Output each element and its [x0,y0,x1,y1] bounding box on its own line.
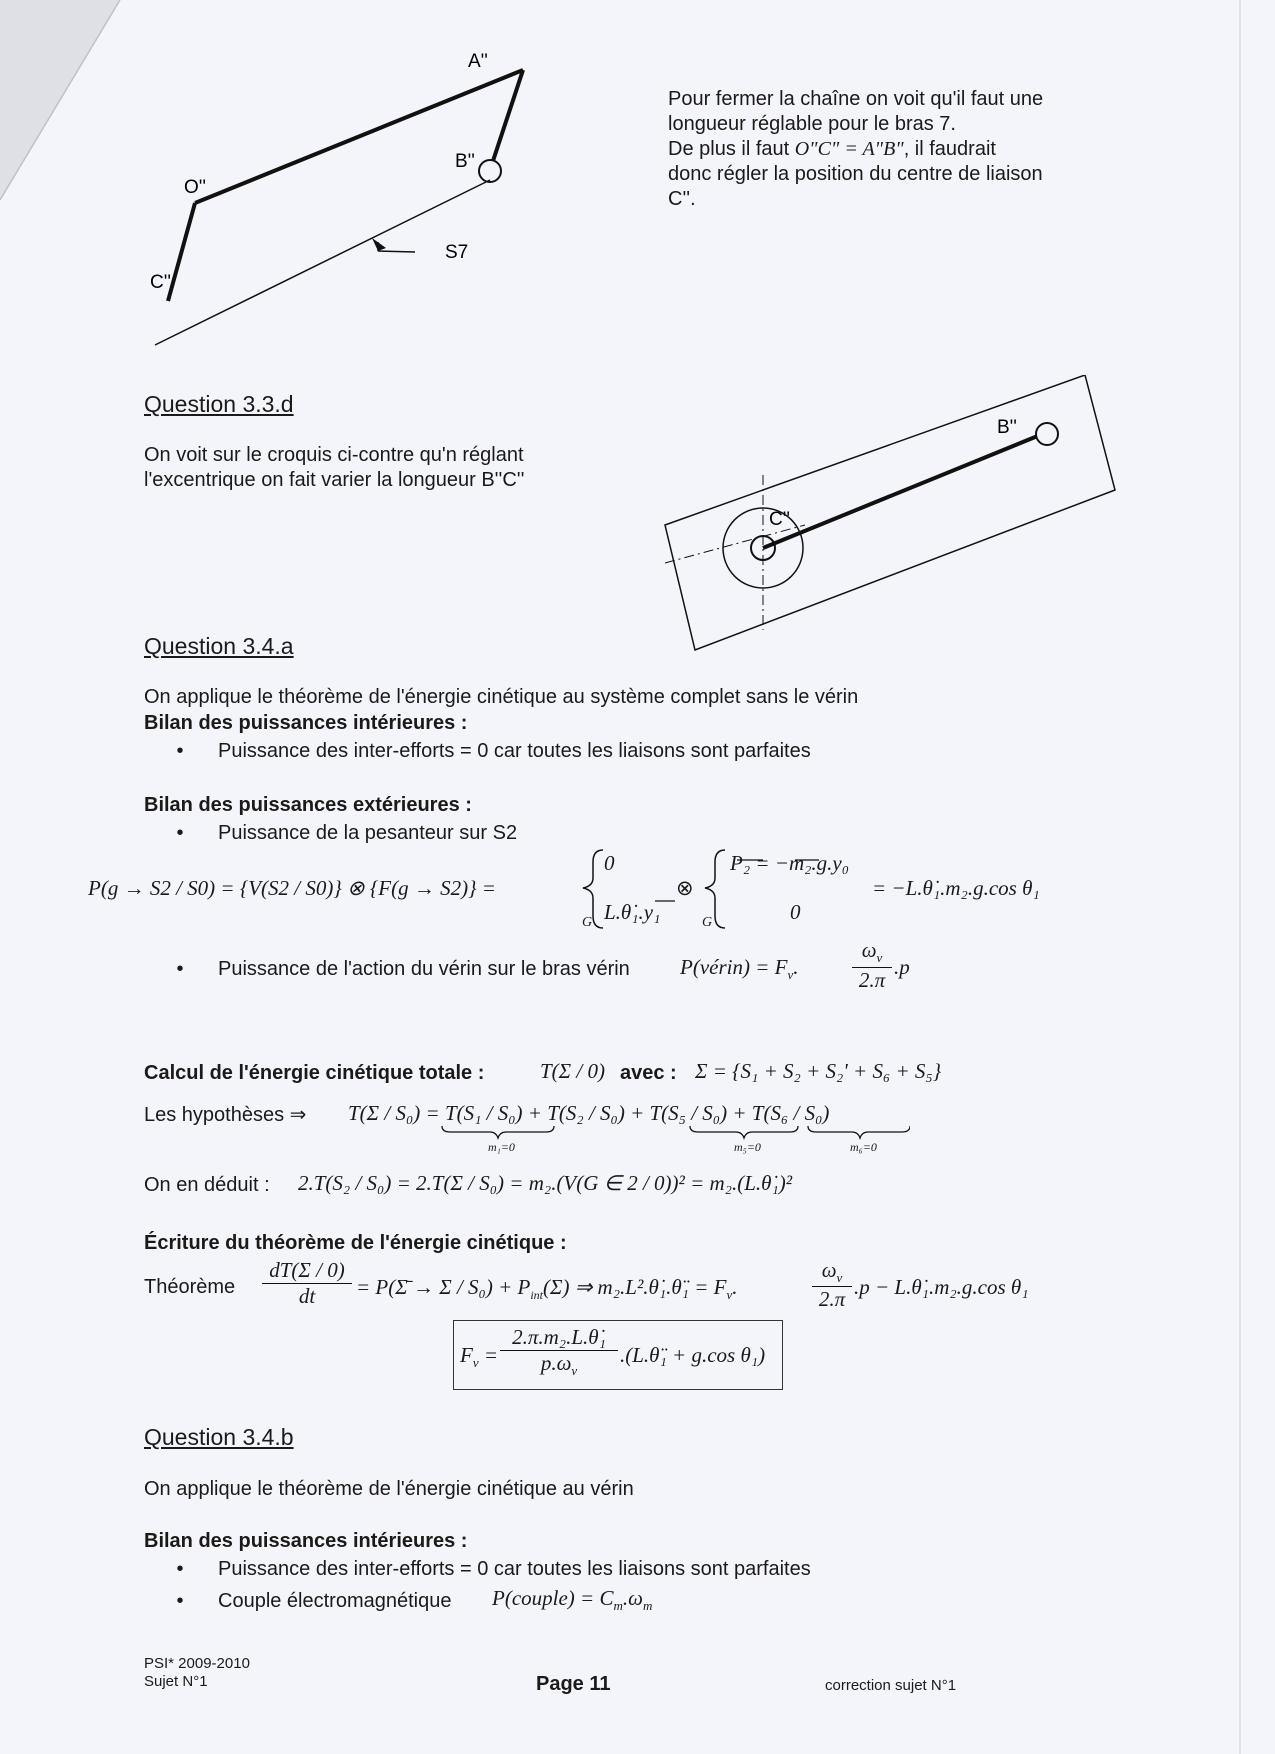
q33d-text [144,443,524,493]
underbrace-m5: m₅=0 [734,1140,761,1154]
q33d-line: On voit sur le croquis ci-contre qu'n réglant [144,444,524,466]
fv-tail: .(L.θ̈₁ + g.cos θ₁) [620,1343,766,1367]
sketch-eccentric [655,375,1125,665]
torsor1-resultant: 0 [604,851,615,875]
heading-question-3-3-d: Question 3.3.d [144,391,294,417]
underbrace-m6: m₆=0 [850,1140,877,1154]
bullet-icon: • [176,1558,184,1580]
intro-line: C''. [668,188,696,210]
bullet-text: Puissance de l'action du vérin sur le bras vérin [218,958,630,980]
verin-frac-num: ω [861,938,877,962]
torsor2-point: G [702,915,713,930]
fv-symbol: F [460,1343,473,1367]
footer-right: correction sujet N°1 [825,1677,957,1694]
intro-line: Pour fermer la chaîne on voit qu'il faut une [668,88,1044,110]
q34a-internal-title: Bilan des puissances intérieures : [144,712,468,734]
bullet-icon: • [176,958,184,980]
heading-question-3-4-a: Question 3.4.a [144,633,294,659]
verin-fraction: $\omega_v$ 2.π [852,938,892,993]
intro-paragraph [668,87,1043,212]
intro-line: longueur réglable pour le bras 7. [668,113,956,135]
verin-frac-den: 2.π [858,968,886,993]
hypotheses-formula: T(Σ / S₀) = T(S₁ / S₀) + T(S₂ / S₀) + T(S₅ / S₀) + T(S₆ / S₀) [348,1101,830,1125]
theorem-derivative [262,1258,352,1309]
sketch-arm-geometry [150,45,550,355]
bullet-icon: • [176,740,184,762]
torsor1-moment: L.θ̇₁.y₁ [604,900,661,924]
theorem-title: Écriture du théorème de l'énergie cinétique : [144,1232,567,1254]
footer-year: PSI* 2009-2010 [144,1655,250,1672]
theorem-den: dt [298,1284,316,1308]
q33d-line: l'excentrique on fait varier la longueur B''C'' [144,469,525,491]
intro-line: donc régler la position du centre de liaison [668,163,1043,185]
otimes-symbol: ⊗ [676,876,694,900]
fv-den: p.ω [540,1351,572,1375]
bullet-icon: • [176,822,184,844]
label-o: O'' [184,177,207,198]
label-b: B'' [997,417,1017,438]
bullet-text: Couple électromagnétique [218,1590,452,1612]
couple-formula: P(couple) = $C_m.\omega_m$ [492,1586,653,1614]
theorem-frac-den: 2.π [818,1287,846,1312]
heading-question-3-4-b: Question 3.4.b [144,1424,294,1450]
theorem-formula: = P(Σ̄ → $\Sigma / S_0) + P_{int}(\Sigma)$ ⇒ m₂.L².θ̇₁.θ̈₁ = $F_v$. [356,1275,738,1303]
kinetic-energy-avec: avec : [620,1062,677,1084]
q34a-intro: On applique le théorème de l'énergie cinétique au système complet sans le vérin [144,686,859,708]
intro-text: De plus il faut [668,138,795,160]
theorem-tail: .p − L.θ̇₁.m₂.g.cos θ₁ [854,1275,1029,1299]
gravity-power-formula: P(g → S2 / S0) = {V(S2 / S0)} ⊗ {F(g → S2)} = [88,876,496,900]
sigma-definition: Σ = {S₁ + S₂ + S₂' + S₆ + S₅} [695,1059,942,1083]
hypotheses-label: Les hypothèses ⇒ [144,1104,307,1126]
kinetic-energy-title: Calcul de l'énergie cinétique totale : [144,1062,485,1084]
intro-text: , il faudrait [903,138,996,160]
bullet-icon: • [176,1590,184,1612]
theorem-frac-num: ω [821,1258,837,1282]
theorem-part1: = P(Σ̄ → Σ / S₀) + P [356,1275,531,1299]
q34b-intro: On applique le théorème de l'énergie cinétique au vérin [144,1478,634,1500]
bullet-text: Puissance des inter-efforts = 0 car toutes les liaisons sont parfaites [218,740,811,762]
theorem-part2: (Σ) ⇒ m₂.L².θ̇₁.θ̈₁ = F [543,1275,727,1299]
underbrace-m1: m₁=0 [488,1140,515,1154]
theorem-fraction: $\omega_v$ 2.π [812,1258,852,1312]
torsor2-resultant: P₂ = −m₂.g.y₀ [730,851,850,875]
theorem-label: Théorème [144,1276,236,1298]
fv-num: 2.π.m₂.L.θ̇₁ [500,1325,618,1351]
torsor1-point: G [582,915,593,930]
verin-power-formula: P(vérin) = $F_v$. [680,955,799,983]
couple-omega: .ω [622,1586,643,1610]
couple-lhs: P(couple) = C [492,1586,614,1610]
label-s7: S7 [445,242,469,263]
deduction-formula: 2.T(S₂ / S₀) = 2.T(Σ / S₀) = m₂.(V(G ∈ 2 / 0))² = m₂.(L.θ̇₁)² [298,1171,793,1195]
verin-lhs: P(vérin) = F [680,955,788,979]
bullet-text: Puissance de la pesanteur sur S2 [218,822,518,844]
footer-subject: Sujet N°1 [144,1673,208,1690]
deduction-label: On en déduit : [144,1174,270,1196]
footer-left [144,1655,250,1691]
fv-lhs: $F_v$ = [460,1343,499,1371]
q34a-external-title: Bilan des puissances extérieures : [144,794,472,816]
label-a: A'' [468,51,488,72]
q34b-internal-title: Bilan des puissances intérieures : [144,1530,468,1552]
theorem-num: dT(Σ / 0) [262,1258,352,1284]
label-c: C'' [769,509,790,530]
fv-fraction: 2.π.m₂.L.θ̇₁ $p.\omega_v$ [500,1325,618,1379]
torsor2-moment: 0 [790,900,801,924]
label-c: C'' [150,272,171,293]
verin-tail: .p [894,955,910,979]
gravity-power-result: = −L.θ̇₁.m₂.g.cos θ₁ [872,876,1040,900]
bullet-text: Puissance des inter-efforts = 0 car toutes les liaisons sont parfaites [218,1558,811,1580]
intro-line [668,137,1043,162]
label-b: B'' [455,151,475,172]
intro-equality: O"C" = A"B" [794,138,904,160]
page-number: Page 11 [536,1673,611,1695]
kinetic-energy-T: T(Σ / 0) [540,1059,605,1083]
